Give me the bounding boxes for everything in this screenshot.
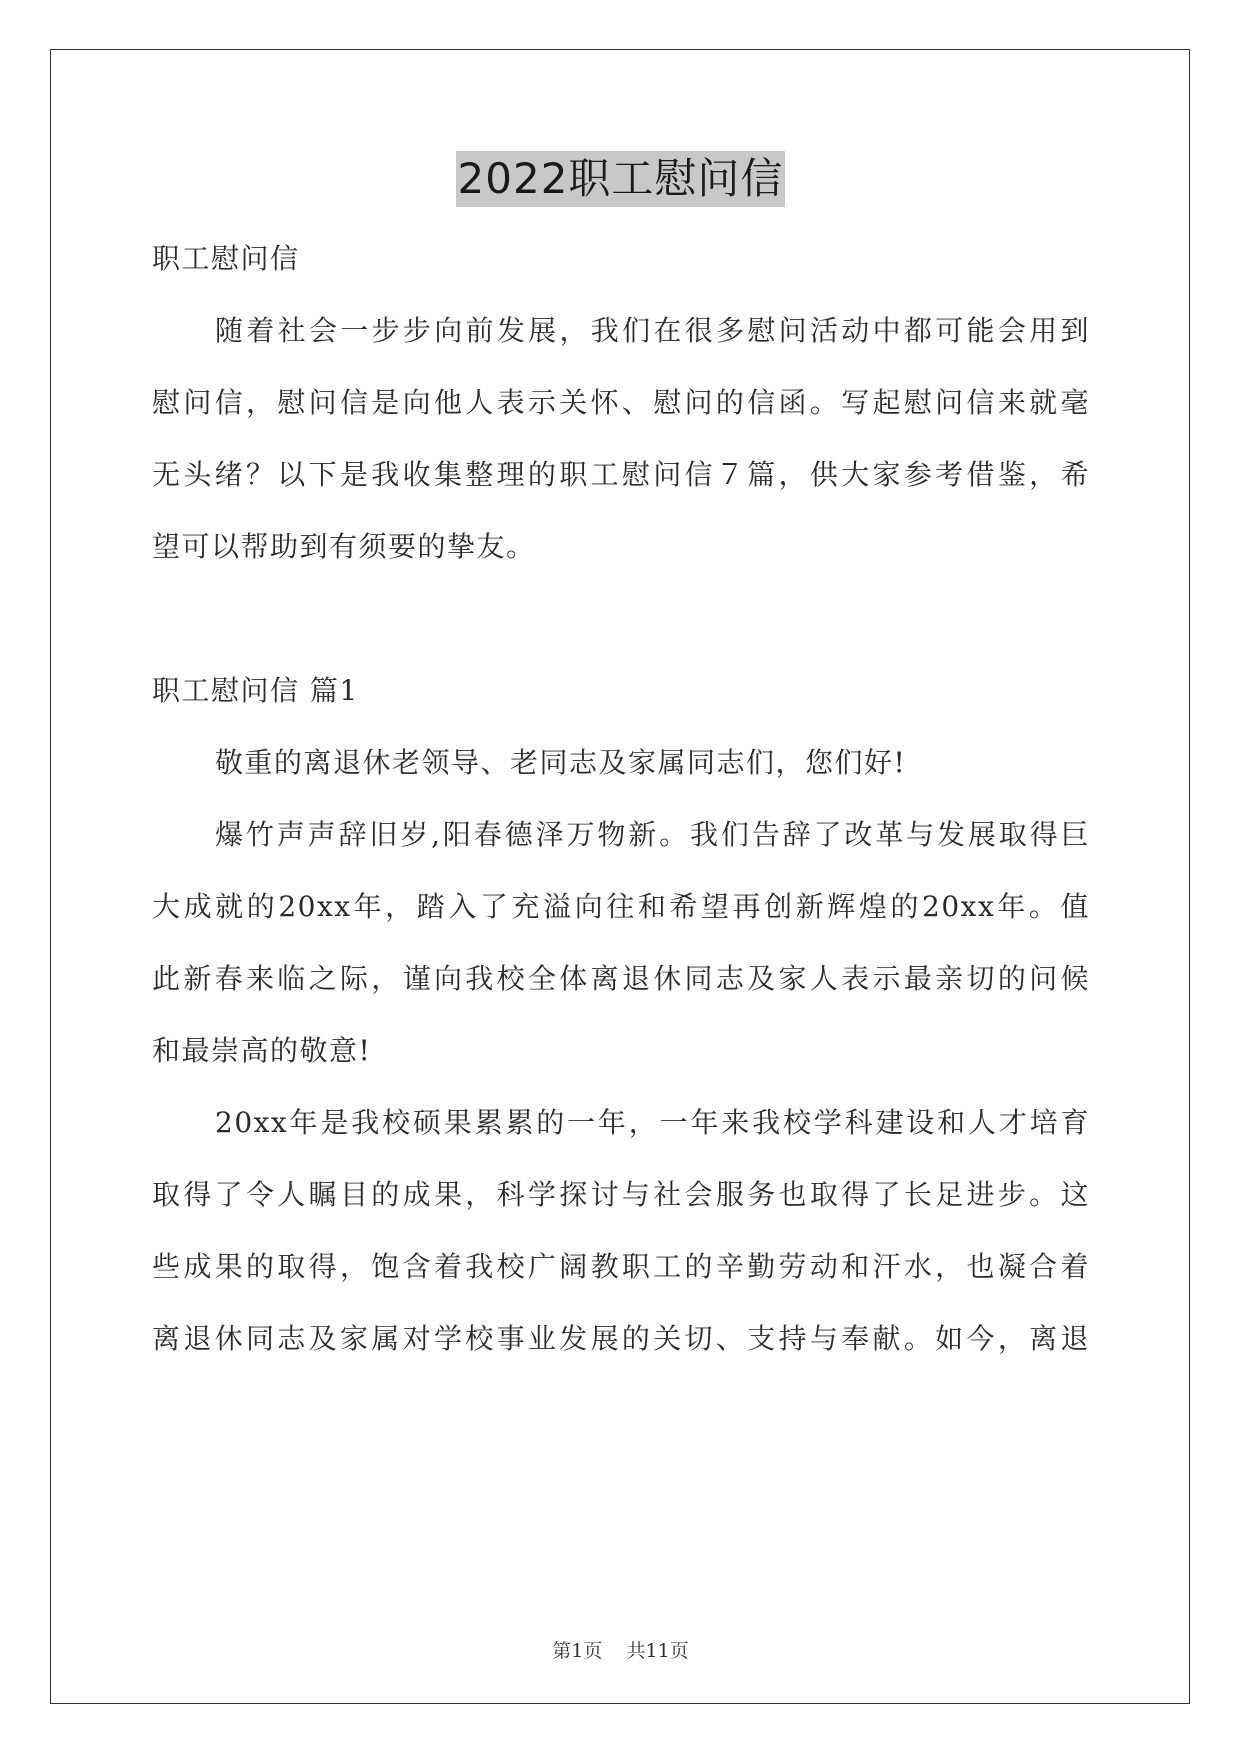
intro-line: 望可以帮助到有须要的挚友。 bbox=[152, 530, 536, 563]
paragraph-line: 此新春来临之际，谨向我校全体离退休同志及家人表示最亲切的问候 bbox=[152, 962, 1090, 995]
paragraph-line: 取得了令人瞩目的成果，科学探讨与社会服务也取得了长足进步。这 bbox=[152, 1178, 1090, 1211]
document-title: 2022职工慰问信 bbox=[456, 151, 786, 207]
intro-line: 慰问信，慰问信是向他人表示关怀、慰问的信函。写起慰问信来就毫 bbox=[152, 386, 1090, 419]
page-footer bbox=[0, 1636, 1241, 1663]
page-total: 共11页 bbox=[626, 1640, 689, 1662]
intro-line: 无头绪？以下是我收集整理的职工慰问信７篇，供大家参考借鉴，希 bbox=[152, 458, 1090, 491]
greeting-line: 敬重的离退休老领导、老同志及家属同志们，您们好! bbox=[215, 746, 907, 779]
paragraph-line: 爆竹声声辞旧岁,阳春德泽万物新。我们告辞了改革与发展取得巨 bbox=[215, 818, 1090, 851]
paragraph-line: 和最崇高的敬意! bbox=[152, 1034, 372, 1067]
paragraph-line: 离退休同志及家属对学校事业发展的关切、支持与奉献。如今，离退 bbox=[152, 1322, 1090, 1355]
intro-line: 随着社会一步步向前发展，我们在很多慰问活动中都可能会用到 bbox=[215, 314, 1090, 347]
paragraph-line: 些成果的取得，饱含着我校广阔教职工的辛勤劳动和汗水，也凝合着 bbox=[152, 1250, 1090, 1283]
page-number: 第1页 bbox=[552, 1640, 603, 1662]
section-heading: 职工慰问信 篇1 bbox=[152, 674, 359, 707]
paragraph-line: 20xx年是我校硕果累累的一年，一年来我校学科建设和人才培育 bbox=[215, 1106, 1090, 1139]
paragraph-line: 大成就的20xx年，踏入了充溢向往和希望再创新辉煌的20xx年。值 bbox=[152, 890, 1090, 923]
page-border bbox=[50, 49, 1190, 1704]
title-container bbox=[0, 151, 1241, 207]
letter-heading: 职工慰问信 bbox=[152, 242, 300, 275]
